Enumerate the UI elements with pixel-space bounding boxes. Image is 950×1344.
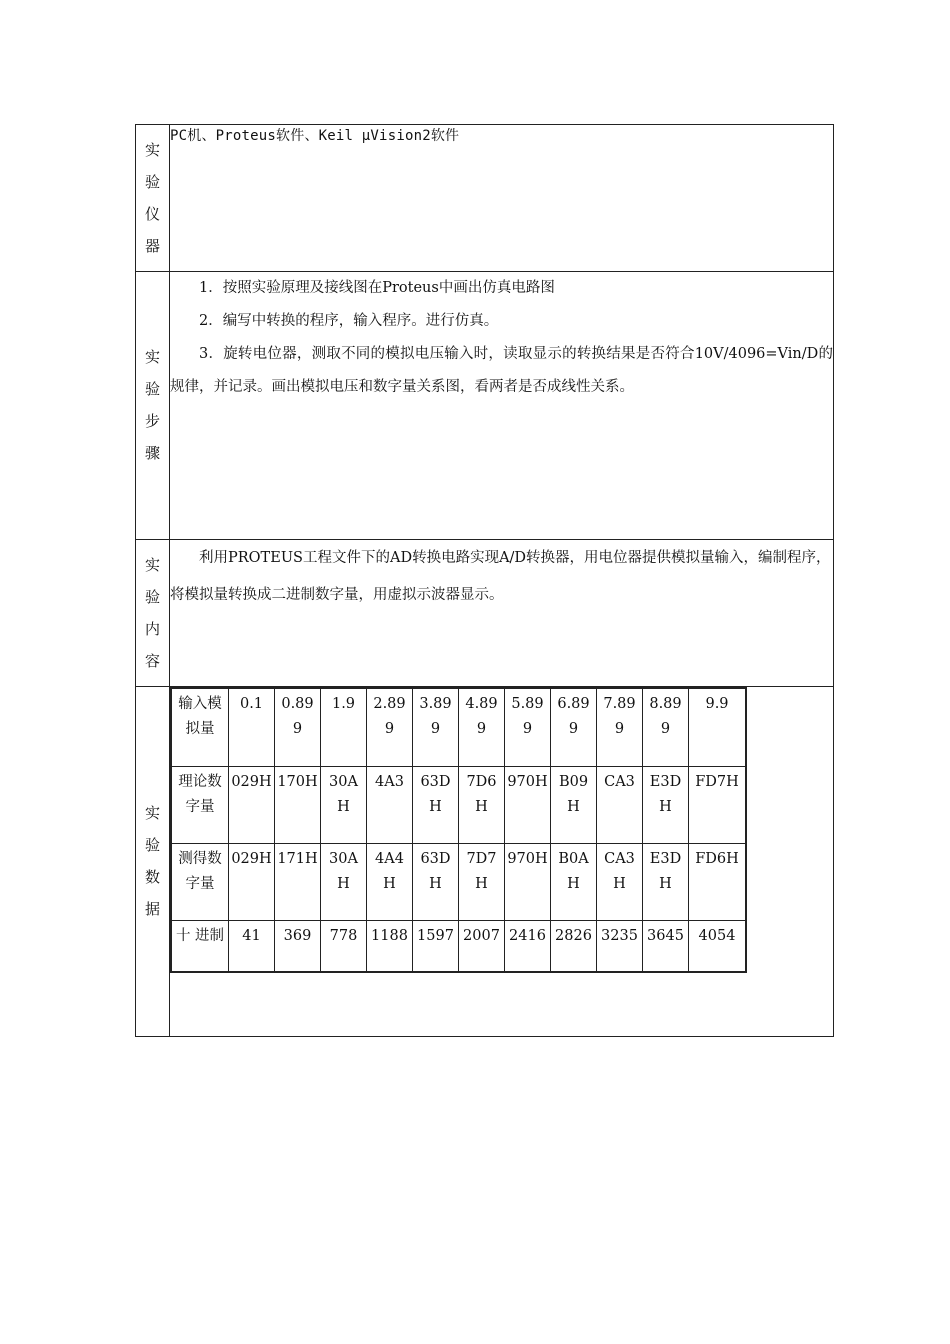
label-char: 内 [144,619,160,638]
label-char: 实 [144,140,160,159]
row-header: 测得数字量 [171,844,229,921]
table-cell: 7D7H [459,844,505,921]
table-cell: 4.899 [459,688,505,767]
table-cell: 0.1 [229,688,275,767]
content-description [170,540,834,687]
step-paragraph: 2．编写中转换的程序，输入程序。进行仿真。 [199,313,499,329]
content-paragraph: 利用PROTEUS工程文件下的AD转换电路实现A/D转换器，用电位器提供模拟量输入，编制程序，将模拟量转换成二进制数字量，用虚拟示波器显示。 [170,550,831,603]
table-cell: B09H [551,767,597,844]
table-cell: FD7H [689,767,747,844]
label-char: 验 [144,380,160,398]
table-cell: 4A4H [367,844,413,921]
table-cell: 5.899 [505,688,551,767]
table-row [171,921,746,973]
table-cell: 2416 [505,921,551,973]
table-cell: 970H [505,767,551,844]
label-char: 数 [144,868,160,886]
table-row [171,844,746,921]
table-cell: 7D6H [459,767,505,844]
table-cell: B0AH [551,844,597,921]
label-char: 验 [144,587,160,606]
label-char: 器 [144,236,160,255]
label-char: 实 [144,804,160,822]
label-char: 验 [144,172,160,191]
row-header: 理论数字量 [171,767,229,844]
table-cell: FD6H [689,844,747,921]
table-cell: CA3 [597,767,643,844]
table-cell: 171H [275,844,321,921]
section-label-instruments [136,125,170,272]
label-char: 实 [144,348,160,366]
table-cell: 0.899 [275,688,321,767]
data-content [170,687,834,1037]
label-char: 仪 [144,204,160,223]
table-cell: 41 [229,921,275,973]
table-cell: 369 [275,921,321,973]
table-cell: 2826 [551,921,597,973]
label-char: 骤 [144,444,160,462]
table-cell: 30AH [321,767,367,844]
table-cell: 63DH [413,767,459,844]
table-cell: 30AH [321,844,367,921]
row-header: 输入模拟量 [171,688,229,767]
experiment-report-table [135,124,834,1037]
step-paragraph: 1．按照实验原理及接线图在Proteus中画出仿真电路图 [199,280,555,296]
table-cell: 7.899 [597,688,643,767]
label-char: 步 [144,412,160,430]
label-char: 据 [144,900,160,918]
table-cell: 1597 [413,921,459,973]
label-char: 验 [144,836,160,854]
table-cell: 4A3 [367,767,413,844]
row-header: 十 进制 [171,921,229,973]
table-cell: 6.899 [551,688,597,767]
table-row [171,767,746,844]
table-cell: 3235 [597,921,643,973]
table-cell: CA3H [597,844,643,921]
table-cell: 63DH [413,844,459,921]
table-cell: 1188 [367,921,413,973]
table-cell: 970H [505,844,551,921]
label-char: 实 [144,555,160,574]
table-cell: 029H [229,767,275,844]
measurement-table [170,687,747,973]
table-row [171,688,746,767]
table-cell: 3645 [643,921,689,973]
table-cell: 2007 [459,921,505,973]
label-char: 容 [144,651,160,670]
table-cell: 778 [321,921,367,973]
table-cell: 8.899 [643,688,689,767]
table-cell: 9.9 [689,688,747,767]
table-cell: E3DH [643,767,689,844]
table-cell: 3.899 [413,688,459,767]
section-label-steps [136,272,170,540]
table-cell: 029H [229,844,275,921]
table-cell: 4054 [689,921,747,973]
table-cell: 2.899 [367,688,413,767]
table-cell: E3DH [643,844,689,921]
table-cell: 1.9 [321,688,367,767]
section-label-content [136,540,170,687]
instruments-content: PC机、Proteus软件、Keil μVision2软件 [170,125,834,272]
steps-content [170,272,834,540]
step-paragraph: 3．旋转电位器，测取不同的模拟电压输入时，读取显示的转换结果是否符合10V/4096=Vin/D的规律，并记录。画出模拟电压和数字量关系图，看两者是否成线性关系。 [170,346,833,395]
section-label-data [136,687,170,1037]
table-cell: 170H [275,767,321,844]
